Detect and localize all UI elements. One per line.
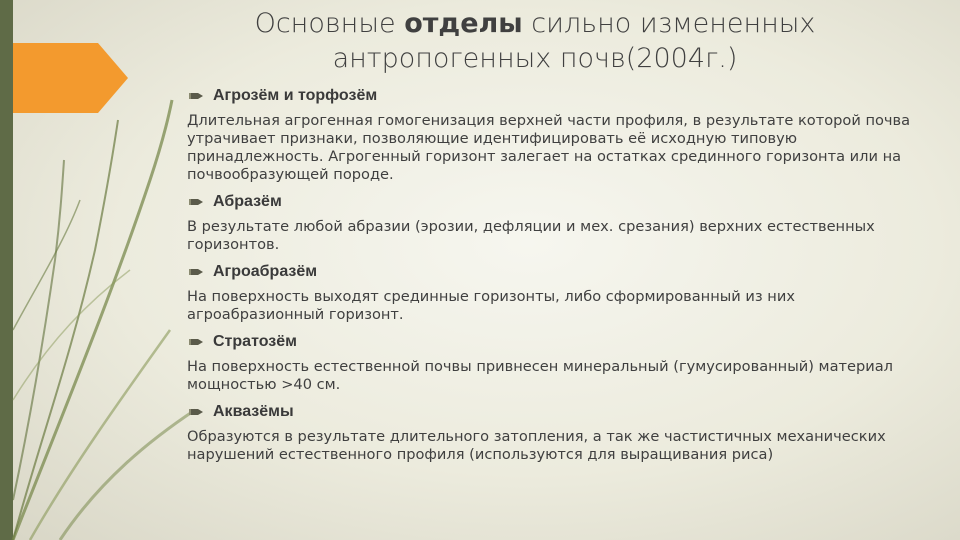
section-heading-label: Аквазёмы: [213, 403, 294, 420]
section-text: Длительная агрогенная гомогенизация верхней части профиля, в результате которой почва утрачивает признаки, позволяющие идентифицировать её исходную типовую принадлежность. Агрогенный горизонт залегает на остатках срединного горизонта или на почвообразующей породе.: [187, 112, 911, 183]
section-text: В результате любой абразии (эрозии, дефляции и мех. срезания) верхних естественных горизонтов.: [187, 218, 875, 253]
section-heading: [187, 86, 932, 106]
slide-title: [190, 6, 880, 76]
section-heading: [187, 192, 932, 212]
section-heading: [187, 332, 932, 352]
title-prefix: Основные: [254, 8, 405, 39]
section-text: На поверхность выходят срединные горизонты, либо сформированный из них агроабразионный горизонт.: [187, 288, 795, 323]
pencil-bullet-icon: [189, 91, 203, 101]
pencil-bullet-icon: [189, 267, 203, 277]
pencil-bullet-icon: [189, 407, 203, 417]
section-heading: [187, 402, 932, 422]
pencil-bullet-icon: [189, 337, 203, 347]
orange-arrow-tab: [13, 43, 128, 113]
slide-content: [187, 86, 932, 472]
section-text: На поверхность естественной почвы привнесен минеральный (гумусированный) материал мощностью >40 см.: [187, 358, 894, 393]
pencil-bullet-icon: [189, 197, 203, 207]
section-text: Образуются в результате длительного затопления, а так же частистичных механических нарушений естественного профиля (используются для выращивания риса): [187, 428, 886, 463]
section-heading: [187, 262, 932, 282]
section-heading-label: Абразём: [213, 193, 282, 210]
title-suffix: сильно измененных антропогенных почв(2004г.): [332, 8, 816, 74]
title-bold-word: отделы: [404, 8, 523, 39]
section-heading-label: Стратозём: [213, 333, 297, 350]
section-heading-label: Агрозём и торфозём: [213, 87, 378, 104]
section-heading-label: Агроабразём: [213, 263, 318, 280]
